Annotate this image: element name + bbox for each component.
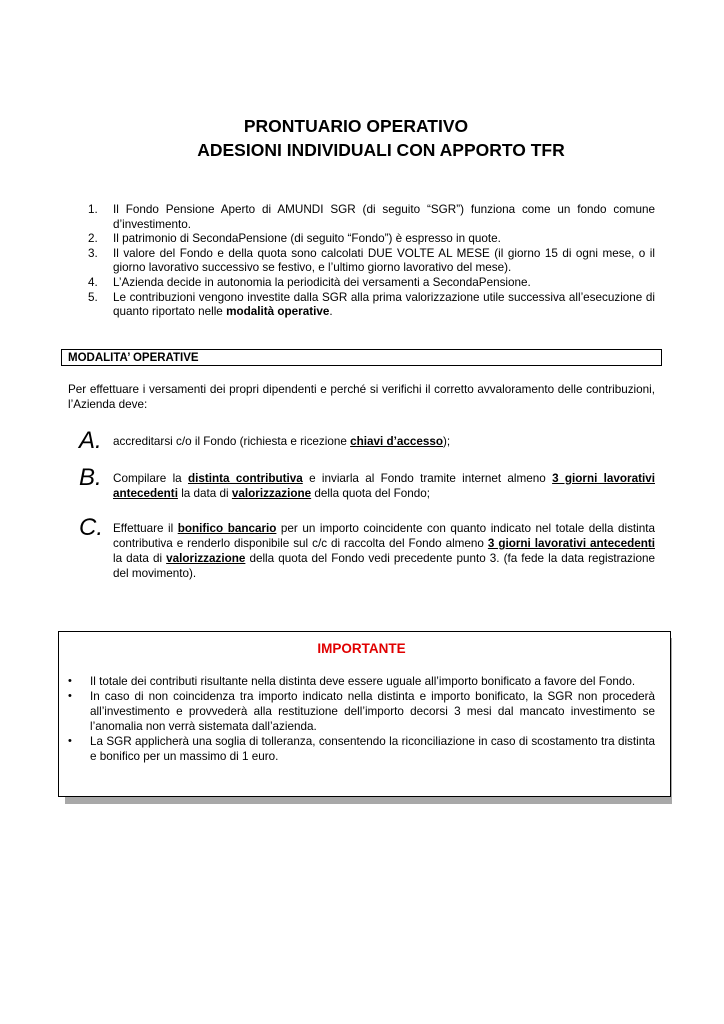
list-item-text: La SGR applicherà una soglia di tolleranza, consentendo la riconciliazione in caso di scostamento tra distinta e bonifico per un massimo di 1 euro.: [90, 735, 655, 763]
step-emphasis: distinta contributiva: [188, 472, 303, 485]
list-item-text: Il totale dei contributi risultante nella distinta deve essere uguale all’importo bonificato a favore del Fondo.: [90, 675, 636, 688]
step-text: della quota del Fondo vedi precedente punto 3. (fa fede la data registrazione del movimento).: [113, 552, 655, 580]
step-emphasis: 3 giorni lavorativi antecedenti: [113, 472, 655, 500]
list-item-bold: modalità operative: [226, 305, 330, 319]
step-text: la data di: [177, 487, 232, 500]
step-emphasis: chiavi d’accesso: [350, 435, 444, 448]
list-number: 5.: [88, 290, 98, 304]
list-item: [88, 232, 655, 247]
step-b-text: [113, 471, 655, 501]
step-text: Effettuare il: [113, 522, 178, 535]
step-c-text: [113, 521, 655, 581]
list-number: 4.: [88, 275, 98, 289]
bullet-icon: •: [68, 675, 72, 687]
step-emphasis: bonifico bancario: [177, 522, 277, 535]
section-heading: MODALITA’ OPERATIVE: [61, 349, 662, 366]
list-item-text: Il valore del Fondo e della quota sono calcolati DUE VOLTE AL MESE (il giorno 15 di ogni mese, o il giorno lavorativo successivo se festivo, e l’ultimo giorno lavorativo del mese).: [113, 246, 655, 275]
step-text: della quota del Fondo;: [311, 487, 431, 500]
list-item-text: L’Azienda decide in autonomia la periodicità dei versamenti a SecondaPensione.: [113, 275, 531, 289]
numbered-list: [88, 203, 655, 320]
page-title-line-2: ADESIONI INDIVIDUALI CON APPORTO TFR: [197, 140, 565, 160]
step-text: );: [443, 435, 451, 448]
step-a-text: [113, 434, 655, 449]
list-item-text: .: [329, 305, 333, 319]
step-emphasis: valorizzazione: [231, 487, 312, 500]
step-c-letter: C.: [79, 514, 103, 541]
step-b-letter: B.: [79, 464, 102, 491]
step-a-letter: A.: [79, 427, 102, 454]
list-item: [88, 276, 655, 291]
important-list: [68, 674, 655, 764]
step-text: accreditarsi c/o il Fondo (richiesta e ricezione: [113, 435, 351, 448]
list-item: [88, 291, 655, 320]
list-item-text: Il Fondo Pensione Aperto di AMUNDI SGR (di seguito “SGR”) funziona come un fondo comune d’investimento.: [113, 203, 655, 231]
list-item: [88, 247, 655, 276]
bullet-icon: •: [68, 690, 72, 702]
list-number: 1.: [88, 203, 98, 216]
intro-paragraph: Per effettuare i versamenti dei propri dipendenti e perché si verifichi il corretto avvaloramento delle contribuzioni, l’Azienda deve:: [68, 383, 655, 411]
list-item: [68, 734, 655, 764]
step-emphasis: 3 giorni lavorativi antecedenti: [487, 537, 655, 550]
page-title-line-1: PRONTUARIO OPERATIVO: [243, 116, 469, 136]
step-text: e inviarla al Fondo tramite internet almeno: [302, 472, 553, 485]
list-item-text: Il patrimonio di SecondaPensione (di seguito “Fondo”) è espresso in quote.: [113, 232, 501, 246]
list-item: [88, 203, 655, 232]
list-item-text: In caso di non coincidenza tra importo indicato nella distinta e importo bonificato, la SGR non procederà all’investimento e provvederà alla restituzione dell’importo decorsi 3 mesi dal mancato investimento se l’anomalia non verrà sistemata dall’azienda.: [90, 690, 655, 733]
list-number: 3.: [88, 246, 98, 260]
list-item: [68, 674, 655, 689]
list-item: [68, 689, 655, 734]
step-text: la data di: [113, 552, 167, 565]
step-text: Compilare la: [113, 472, 188, 485]
bullet-icon: •: [68, 735, 72, 747]
important-title: IMPORTANTE: [317, 641, 406, 656]
list-item-text: Le contribuzioni vengono investite dalla SGR alla prima valorizzazione utile successiva all’esecuzione di quanto riportato nelle: [113, 290, 655, 319]
step-text: per un importo coincidente con quanto indicato nel totale della distinta contributiva e renderlo disponibile sul c/c di raccolta del Fondo almeno: [113, 522, 655, 550]
step-emphasis: valorizzazione: [166, 552, 246, 565]
list-number: 2.: [88, 232, 98, 246]
